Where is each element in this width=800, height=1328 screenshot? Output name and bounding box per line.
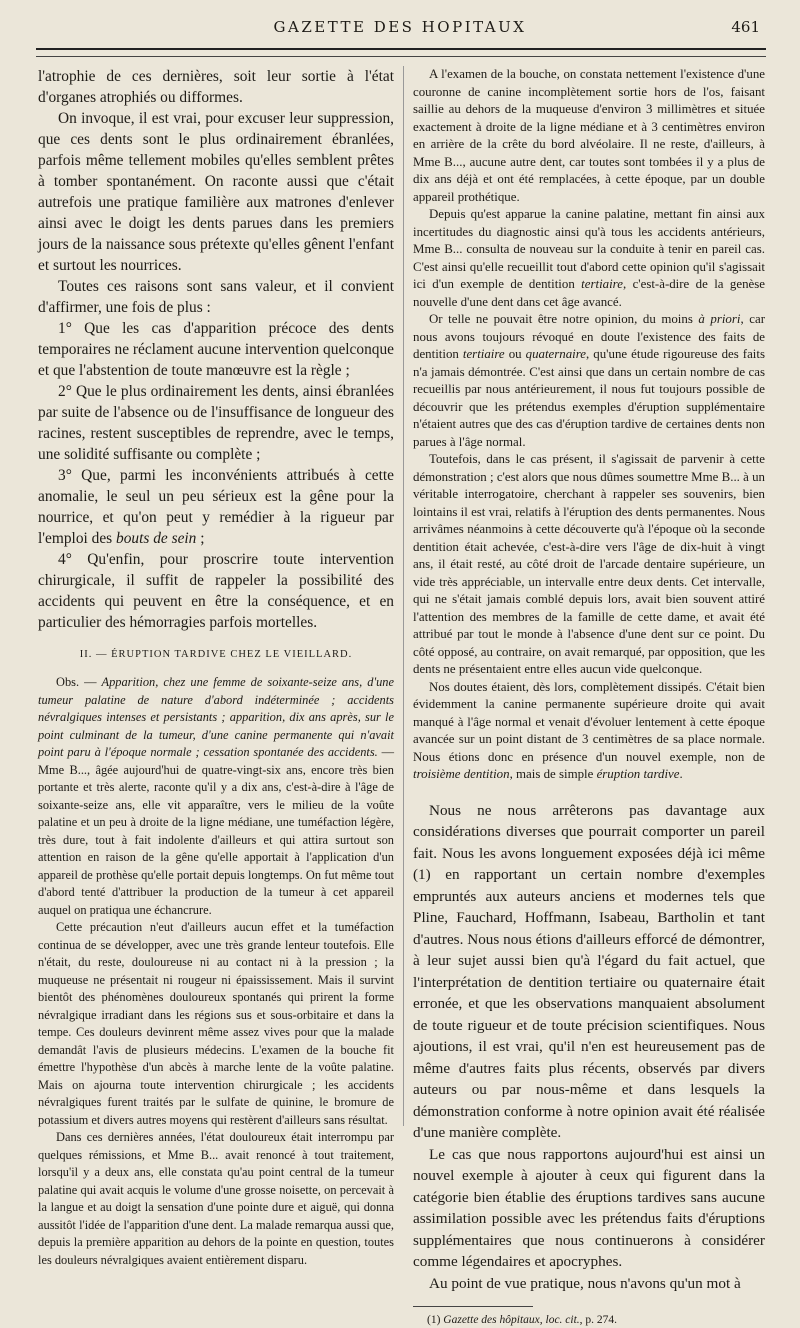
left-body-small [38, 674, 394, 1269]
footnote-page: , p. 274. [579, 1314, 618, 1326]
italic-run: tertiaire [462, 347, 505, 361]
paragraph [413, 679, 765, 784]
text-run: , qu'une étude rigoureuse des faits n'a jamais démontrée. C'est ainsi que dans un certain nombre de cas recueillis par nous antérieurement, il nous fut toujours possible de découvrir que les prétendus exemples d'éruption supplémentaire n'étaient autres que des cas d'éruption tardive de certaines dents non parues à l'âge normal. [413, 347, 765, 449]
footnote-rule [413, 1306, 533, 1307]
text-run: 3° Que, parmi les inconvénients attribués à cette anomalie, le seul un peu sérieux est la gêne pour la nourrice, et qu'on peut y remédier à la rigueur par l'emploi des [38, 467, 394, 547]
paragraph: Le cas que nous rapportons aujourd'hui est ainsi un nouvel exemple à ajouter à ceux qui figurent dans la catégorie bien établie des éruptions tardives sans aucune assimilation possible avec les prétendus faits d'éruptions supplémentaires que nous continuerons à considérer comme légendaires et apocryphes. [413, 1145, 765, 1270]
text-run: ou [504, 347, 526, 361]
left-body-large [38, 66, 394, 633]
paragraph: Dans ces dernières années, l'état douloureux était interrompu par quelques rémissions, et Mme B... avait renoncé à tout traitement, lorsqu'il y a deux ans, elle constata qu'au point central de la tumeur palatine qui avait acquis le volume d'une grosse noisette, on percevait à la langue et au doigt la sensation d'une pointe dure et aiguë, qui donna aussitôt l'idée de l'apparition d'une dent. La malade remarqua aussi que, depuis la première apparition au dehors de la pointe en question, toutes les douleurs névralgiques avaient entièrement disparu. [38, 1130, 394, 1267]
text-run: ; [196, 530, 205, 547]
paragraph: l'atrophie de ces dernières, soit leur sortie à l'état d'organes atrophiés ou difformes. [38, 68, 394, 106]
header-rule-thick [36, 48, 766, 50]
obs-label: Obs. — [56, 675, 102, 689]
left-column [38, 66, 394, 1269]
right-column [413, 66, 765, 1328]
page-number: 461 [731, 18, 760, 36]
text-run: . [679, 767, 683, 781]
italic-run: bouts de sein [116, 530, 197, 547]
footnote-citation: Gazette des hôpitaux, loc. cit. [443, 1314, 580, 1326]
running-header [40, 18, 760, 40]
paragraph: Cette précaution n'eut d'ailleurs aucun effet et la tuméfaction continua de se développer, avec une très grande lenteur toutefois. Elle n'était, du reste, douloureuse ni au contact ni à la pression ; la muqueuse ne présentait ni rougeur ni épaississement. Mais il survint bientôt des phénomènes douloureux spontanés qui prirent la forme névralgique irradiant dans les régions sus et sous-orbitaire et dans la tempe. Ces douleurs devinrent même assez vives pour que la malade demandât l'avis de plusieurs médecins. L'examen de la bouche fit émettre l'hypothèse d'un abcès à marche lente de la voûte palatine. Mais on ajourna toute intervention chirurgicale ; les accidents névralgiques furent traités par le sulfate de quinine, le bromure de potassium et divers autres moyens qui restèrent d'ailleurs sans résultat. [38, 920, 394, 1127]
observation-paragraph [38, 674, 394, 919]
text-run: , c'est-à-dire de la genèse nouvelle d'une dent dans cet âge avancé. [413, 277, 765, 309]
paragraph: On invoque, il est vrai, pour excuser leur suppression, que ces dents sont le plus ordinairement ébranlées, parfois même tellement mobiles qu'elles semblent prêtes à tomber spontanément. On raconte aussi que c'était autrefois une pratique familière aux matrones d'enlever ainsi avec le doigt les dents parues dans les premiers jours de la naissance sous prétexte qu'elles gênent l'enfant et surtout les nourrices. [38, 110, 394, 274]
paragraph: 1° Que les cas d'apparition précoce des dents temporaires ne réclament aucune intervention quelconque et que l'abstention de toute manœuvre est la règle ; [38, 320, 394, 379]
italic-run: tertiaire [581, 277, 623, 291]
right-body-small [413, 66, 765, 784]
paragraph [38, 465, 394, 549]
text-run: , mais de simple [509, 767, 597, 781]
journal-title: GAZETTE DES HOPITAUX [273, 18, 527, 36]
header-rule-thin [36, 56, 766, 57]
section-heading: II. — ÉRUPTION TARDIVE CHEZ LE VIEILLARD. [79, 649, 353, 660]
paragraph: Nous ne nous arrêterons pas davantage aux considérations diverses que pourrait comporter un pareil fait. Nous les avons longuement exposées déjà ici même (1) en rapportant un certain nombre d'exemples empruntés aux auteurs anciens et modernes tels que Pline, Fauchard, Hoffmann, Isabeau, Bartholin et tant d'autres. Nous nous étions d'ailleurs efforcé de démontrer, à leur sujet aussi bien qu'à l'égard du fait actuel, que l'interprétation de dentition tertiaire ou quaternaire était erronée, et que les observations manquaient absolument de toute rigueur et de toute précision scientifiques. Nous ajoutions, il est vrai, qu'il n'en est heureusement pas de même d'autres faits plus récents, observés par divers auteurs ou par nous-même et dans lesquels la démonstration conforme à notre opinion avait été réalisée d'une manière complète. [413, 801, 765, 1141]
paragraph [413, 311, 765, 451]
paragraph: Toutefois, dans le cas présent, il s'agissait de parvenir à cette démonstration ; c'est alors que nous dûmes soumettre Mme B... à un véritable interrogatoire, cherchant à rappeler ses souvenirs, bien lointains il est vrai, relatifs à l'éruption des dents permanentes. Nous arrivâmes néanmoins à cette découverte qu'à l'époque où la seconde dentition était achevée, c'est-à-dire vers l'âge de dix-huit à vingt ans, il était resté, au côté droit de l'arcade dentaire supérieure, un vide très appréciable, un intervalle entre deux dents. Cet intervalle, qui ne s'était jamais comblé depuis lors, avait bien souvent attiré l'attention des membres de la famille de cette dame, et avait été attribué par tout le monde à l'absence d'une dent sur ce point. Du côté opposé, au contraire, on avait remarqué, par opposition, que les dents ne présentaient entre elles aucun vide quelconque. [413, 452, 765, 676]
text-run: , car nous avons toujours révoqué en doute l'existence des faits de dentition [413, 312, 765, 361]
paragraph: 4° Qu'enfin, pour proscrire toute intervention chirurgicale, il suffit de rappeler la possibilité des accidents qui peuvent en être la conséquence, et en particulier des hémorragies parfois mortelles. [38, 551, 394, 631]
obs-text: — Mme B..., âgée aujourd'hui de quatre-vingt-six ans, encore très bien portante et très alerte, raconte qu'il y a dix ans, c'est-à-dire à l'âge de soixante-seize ans, elle vit apparaître, vers le milieu de la voûte palatine et un peu à droite de la ligne médiane, une tuméfaction légère, très dure, tout à fait indolente d'ailleurs et qui attira surtout son attention en raison de la gêne qu'elle apportait à l'application d'un appareil de prothèse qu'elle portait depuis longtemps. On fut même tout d'abord tenté d'attribuer la production de la tumeur à cet appareil auquel on pratiqua une échancrure. [38, 745, 394, 917]
footnote-marker: (1) [427, 1314, 444, 1326]
column-divider [403, 66, 404, 1126]
italic-run: troisième dentition [413, 767, 510, 781]
obs-summary: Apparition, chez une femme de soixante-seize ans, d'une tumeur palatine de nature d'abord indéterminée ; accidents névralgiques intenses et persistants ; apparition, dix ans après, sur le point culminant de la tumeur, d'une canine permanente qui n'avait point paru à l'époque normale ; cessation spontanée des accidents. [38, 675, 394, 759]
paragraph [413, 206, 765, 311]
paragraph: A l'examen de la bouche, on constata nettement l'existence d'une couronne de canine incomplètement sortie hors de l'os, faisant saillie au dehors de la muqueuse d'environ 3 millimètres et située exactement à droite de la ligne médiane et à 3 centimètres environ en arrière de la crête du bord alvéolaire. Il ne reste, d'ailleurs, à Mme B..., aucune autre dent, car toutes sont tombées il y a plus de dix ans déjà et ont été remplacées, à cette époque, par un double appareil prothétique. [413, 67, 765, 204]
footnote [413, 1313, 765, 1328]
paragraph: Toutes ces raisons sont sans valeur, et il convient d'affirmer, une fois de plus : [38, 278, 394, 316]
text-run: Or telle ne pouvait être notre opinion, du moins [429, 312, 699, 326]
text-run: Nos doutes étaient, dès lors, complètement dissipés. C'était bien évidemment la canine permanente supérieure droite qui avait manqué à l'âge normal et venait d'évoluer lentement à cette époque avancée sur un point distant de 3 centimètres de sa place normale. Nous étions donc en présence d'un nouvel exemple, non de [413, 679, 765, 764]
text-run: Depuis qu'est apparue la canine palatine, mettant fin ainsi aux incertitudes du diagnostic ainsi qu'à tous les accidents antérieurs, Mme B... consulta de nouveau sur la conduite à tenir en pareil cas. C'est ainsi qu'elle recueillit tout d'abord cette opinion qu'il s'agissait ici d'un exemple de dentition [413, 207, 765, 291]
italic-run: éruption tardive [596, 767, 680, 781]
paragraph: Au point de vue pratique, nous n'avons qu'un mot à [429, 1274, 741, 1292]
italic-run: quaternaire [525, 347, 587, 361]
paragraph: 2° Que le plus ordinairement les dents, ainsi ébranlées par suite de l'absence ou de l'insuffisance de longueur des racines, restent susceptibles de reprendre, avec le temps, une solidité suffisante ou complète ; [38, 383, 394, 463]
right-body-large [413, 800, 765, 1295]
italic-run: à priori [698, 312, 741, 326]
